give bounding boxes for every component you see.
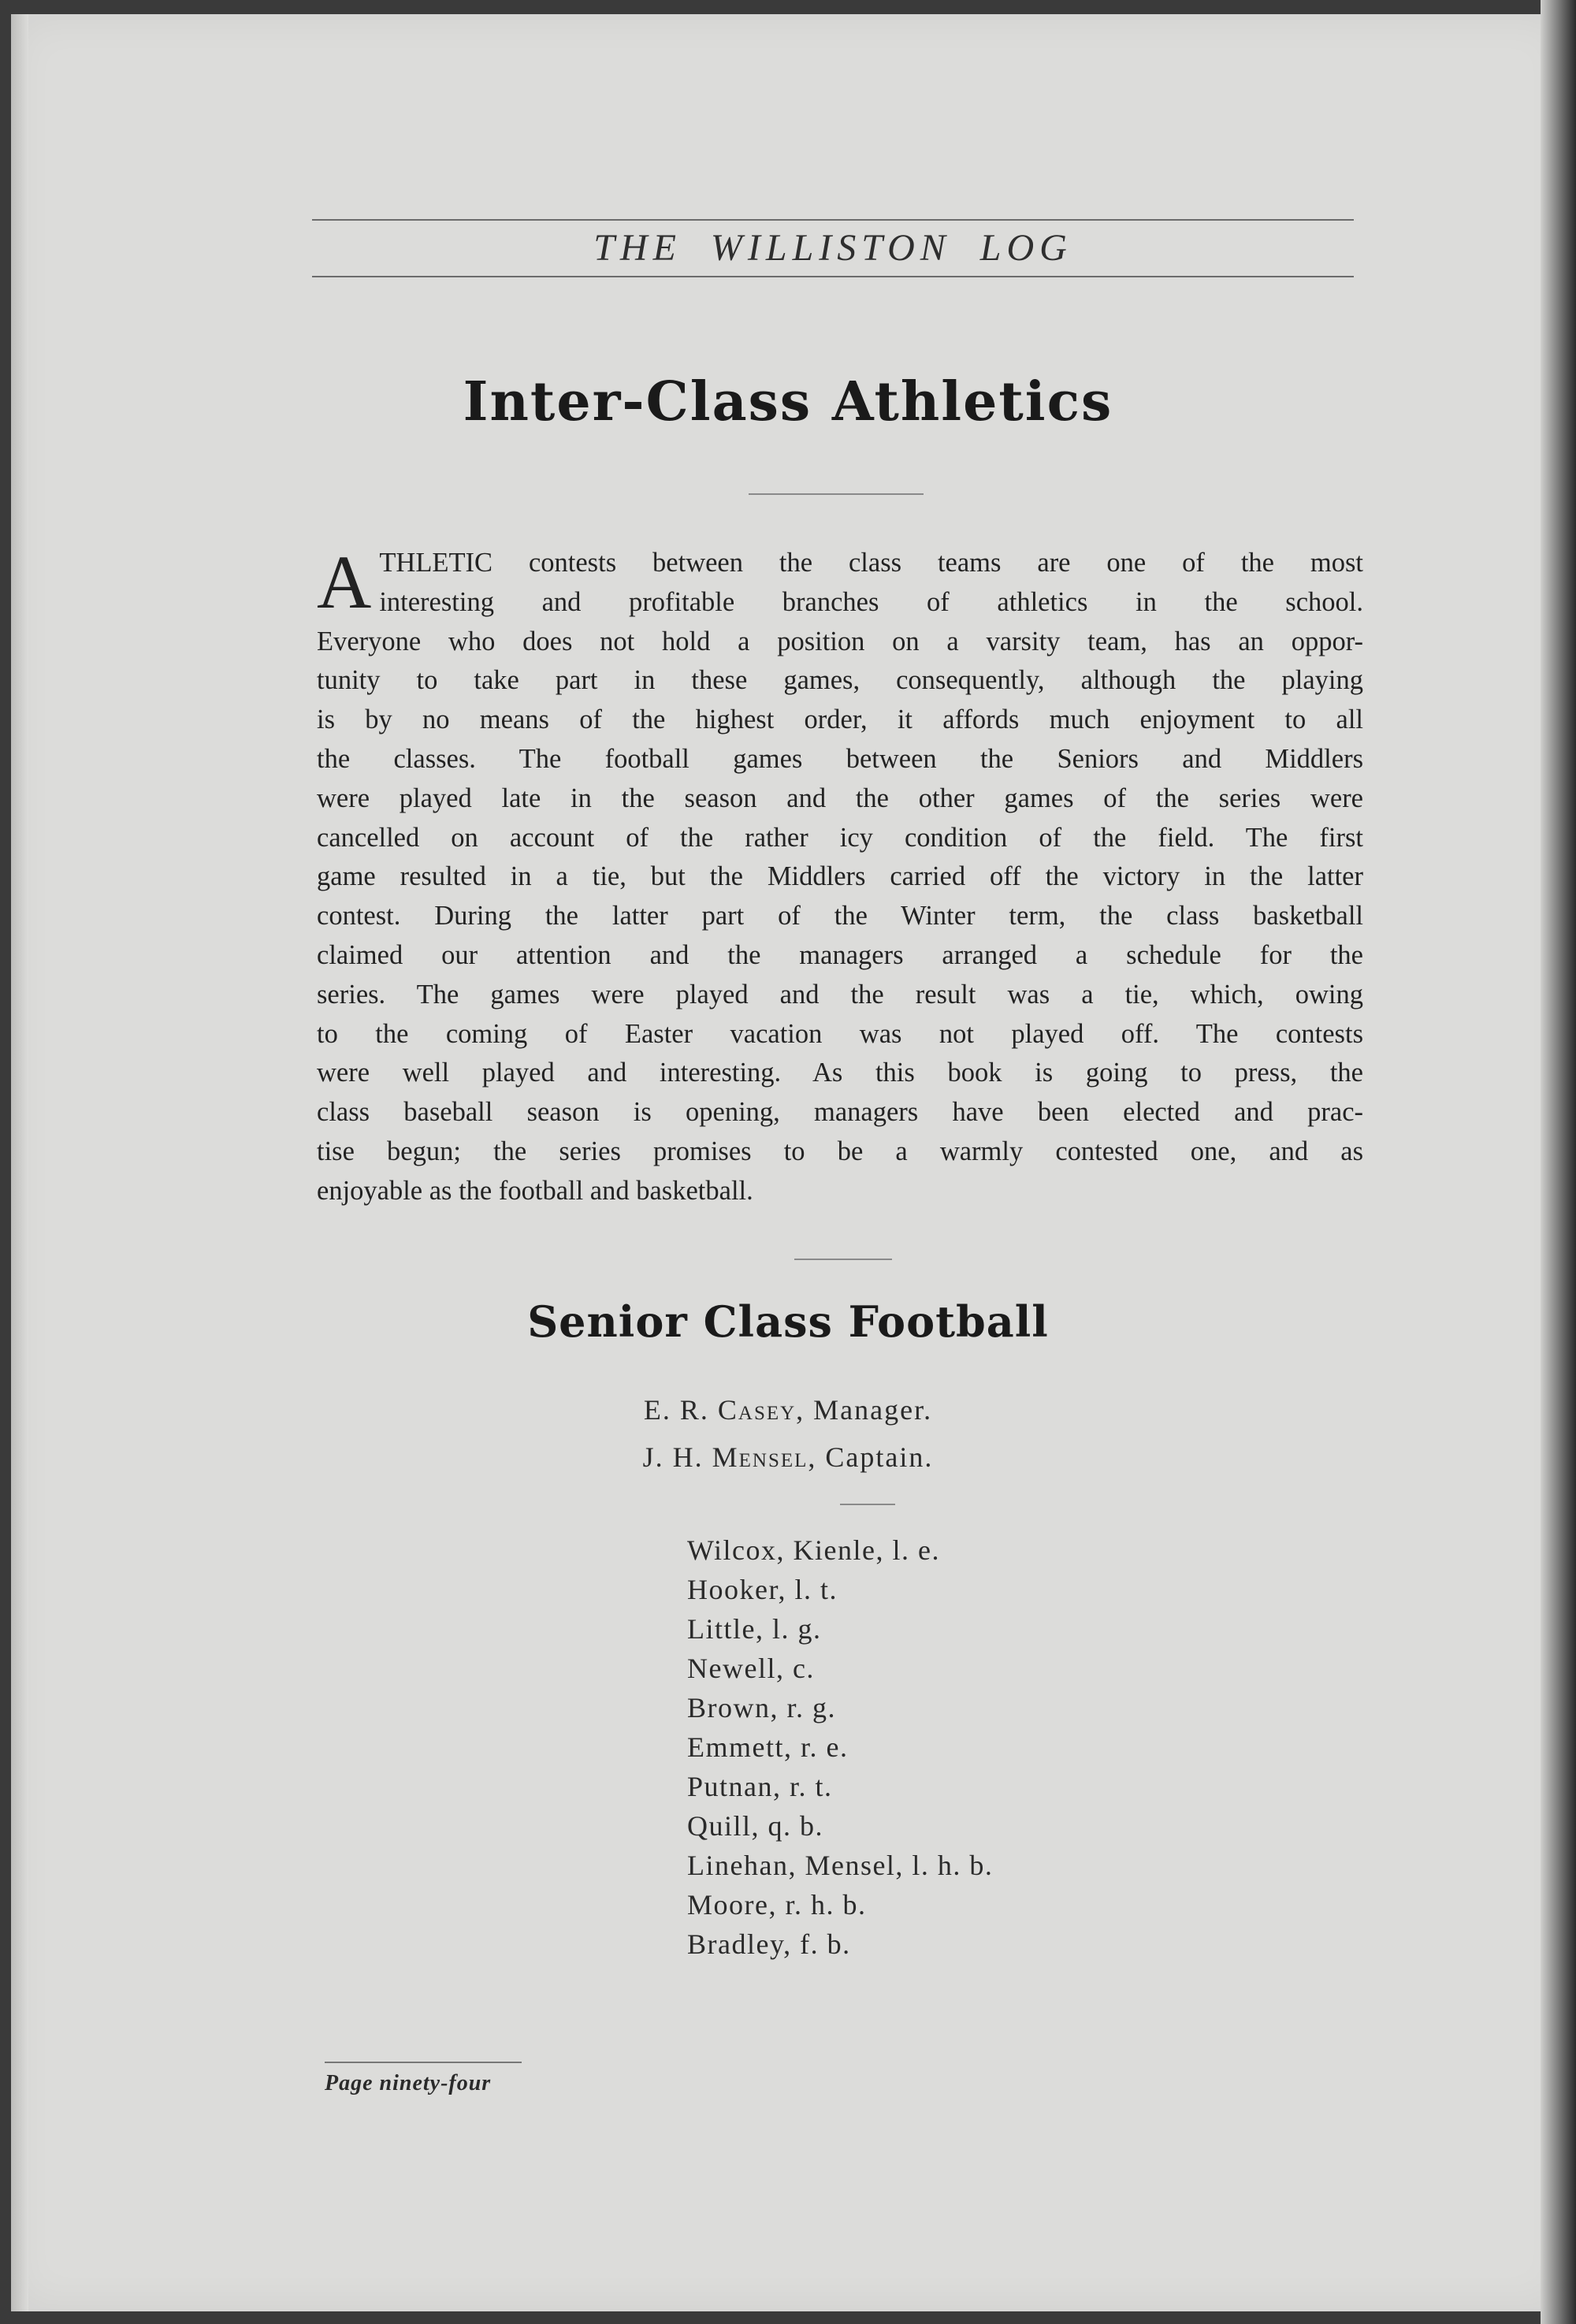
body-line: is by no means of the highest order, it affords much enjoyment to all <box>317 705 1363 735</box>
captain-role: Captain. <box>825 1441 934 1473</box>
captain-initials: J. H. <box>642 1441 704 1473</box>
body-line: tunity to take part in these games, consequently, although the playing <box>317 665 1363 696</box>
body-line: contest. During the latter part of the Winter term, the class basketball <box>317 901 1363 931</box>
drop-cap: A <box>317 540 372 624</box>
roster-item: Little, l. g. <box>687 1613 822 1645</box>
body-line: interesting and profitable branches of athletics in the school. <box>379 586 1363 617</box>
manager-initials: E. R. <box>643 1394 709 1426</box>
body-line: claimed our attention and the managers arranged a schedule for the <box>317 939 1363 970</box>
body-line: THLETIC contests between the class teams are one of the most <box>379 548 1363 578</box>
roster-item: Wilcox, Kienle, l. e. <box>687 1534 940 1566</box>
captain-line: J. H. Mensel, Captain. <box>642 1441 934 1473</box>
body-line: series. The games were played and the result was a tie, which, owing <box>317 979 1363 1010</box>
roster-item: Linehan, Mensel, l. h. b. <box>687 1850 994 1881</box>
roster-divider <box>840 1504 895 1505</box>
body-line: class baseball season is opening, managers have been elected and prac- <box>317 1097 1363 1128</box>
body-line: enjoyable as the football and basketball. <box>317 1175 753 1206</box>
running-head <box>312 219 1354 277</box>
roster-item: Bradley, f. b. <box>687 1928 851 1960</box>
roster-item: Hooker, l. t. <box>687 1574 838 1605</box>
section-title: Senior Class Football <box>527 1296 1049 1347</box>
scan-edge-right <box>1541 0 1576 2324</box>
body-line: were well played and interesting. As this book is going to press, the <box>317 1058 1363 1088</box>
manager-role: Manager. <box>813 1394 933 1426</box>
folio-rule <box>325 2062 522 2063</box>
roster-list <box>687 1530 993 1964</box>
manager-line: E. R. Casey, Manager. <box>643 1394 933 1426</box>
body-line: Everyone who does not hold a position on a varsity team, has an oppor- <box>317 626 1363 656</box>
roster-item: Moore, r. h. b. <box>687 1889 867 1921</box>
running-head-text: THE WILLISTON LOG <box>593 227 1072 269</box>
captain-name: Mensel <box>712 1441 808 1473</box>
body-line: cancelled on account of the rather icy condition of the field. The first <box>317 822 1363 853</box>
title-divider <box>749 493 924 495</box>
roster-item: Putnan, r. t. <box>687 1771 833 1802</box>
section-divider <box>794 1259 892 1260</box>
body-line: the classes. The football games between the Seniors and Middlers <box>317 743 1363 774</box>
body-line: were played late in the season and the other games of the series were <box>317 783 1363 813</box>
scan-edge-left <box>11 14 28 2311</box>
manager-name: Casey <box>717 1394 797 1426</box>
page-number: Page ninety-four <box>325 2071 492 2095</box>
body-paragraph <box>317 540 1363 1211</box>
page-title: Inter-Class Athletics <box>463 370 1113 433</box>
roster-item: Brown, r. g. <box>687 1692 836 1723</box>
roster-item: Quill, q. b. <box>687 1810 824 1842</box>
body-line: game resulted in a tie, but the Middlers carried off the victory in the latter <box>317 861 1363 892</box>
body-line: tise begun; the series promises to be a warmly contested one, and as <box>317 1136 1363 1166</box>
roster-item: Newell, c. <box>687 1653 815 1684</box>
body-line: to the coming of Easter vacation was not played off. The contests <box>317 1018 1363 1049</box>
roster-item: Emmett, r. e. <box>687 1731 849 1763</box>
